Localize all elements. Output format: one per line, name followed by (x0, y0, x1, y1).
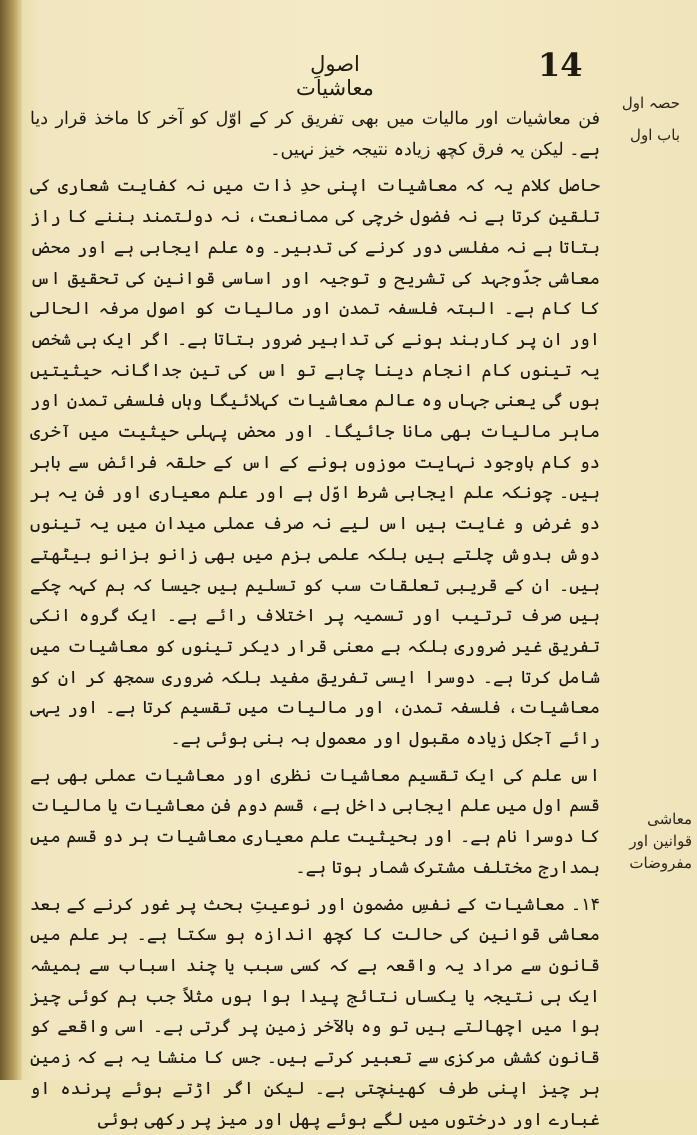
book-gutter (0, 0, 22, 1080)
running-header-title: اصولِ معاشیات (296, 52, 374, 100)
body-text (30, 104, 600, 1135)
paragraph: اس علم کی ایک تقسیم معاشیات نظری اور معاشیات عملی بھی ہے قسم اول میں علم ایجابی داخل ہے، قسم دوم فن معاشیات یا مالیات کا دوسرا نام ہے۔ اور بحیثیت علم معیاری معاشیات ہر دو قسم میں بمدارج مختلف مشترک شمار ہوتا ہے۔ (30, 765, 600, 878)
margin-note-laws: معاشی قوانین اور مفروضات (629, 810, 692, 872)
paragraph: حاصل کلام یہ کہ معاشیات اپنی حدِ ذات میں نہ کفایت شعاری کی تلقین کرتا ہے نہ فضول خرچی کی ممانعت، نہ دولتمند بننے کا راز بتاتا ہے نہ مفلسی دور کرنے کی تدبیر۔ وہ علم ایجابی ہے اور محض معاشی جدّوجہد کی تشریح و توجیہ اور اساسی قوانین کی تحقیق اس کا کام ہے۔ البتہ فلسفہ تمدن اور مالیات کو اصول مرفہ الحالی اور ان پر کاربند ہونے کی تدابیر ضرور بتاتا ہے۔ اگر ایک ہی شخص یہ تینوں کام انجام دینا چاہے تو اس کی تین جداگانہ حیثیتیں ہوں گی یعنی جہاں وہ عالم معاشیات کہلائیگا وہاں فلسفی تمدن اور ماہر مالیات بھی مانا جائیگا۔ اور محض پہلی حیثیت میں آخری دو کام باوجود نہایت موزوں ہونے کے اس کے حلقہ فرائض سے باہر ہیں۔ چونکہ علم ایجابی شرط اوّل ہے اور علم معیاری اور فن یہ ہر دو غرض و غایت ہیں اس لیے نہ صرف عملی میدان میں یہ تینوں دوش بدوش چلتے ہیں بلکہ علمی بزم میں بھی زانو بزانو بیٹھتے ہیں۔ ان کے قریبی تعلقات سب کو تسلیم ہیں جیسا کہ ہم کہہ چکے ہیں صرف ترتیب اور تسمیہ پر اختلاف رائے ہے۔ ایک گروہ انکی تفریق غیر ضروری بلکہ بے معنی قرار دیکر تینوں کو معاشیات میں شامل کرتا ہے۔ دوسرا ایسی تفریق مفید بلکہ ضروری سمجھ کر ان کو معاشیات، فلسفہ تمدن، اور مالیات میں تقسیم کرتا ہے۔ اور یہی رائے آجکل زیادہ مقبول اور معمول بہ بنی ہوئی ہے۔ (30, 176, 600, 750)
paragraph: ۱۴۔ معاشیات کے نفسِ مضمون اور نوعیتِ بحث پر غور کرنے کے بعد معاشی قوانین کی حالت کا کچھ اندازہ ہو سکتا ہے۔ ہر علم میں قانون سے مراد یہ واقعہ ہے کہ کسی سبب یا چند اسباب سے ہمیشہ ایک ہی نتیجہ یا یکساں نتائج پیدا ہوا ہوں مثلاً جب ہم کوئی چیز ہوا میں اچھالتے ہیں تو وہ بالآخر زمین پر گرتی ہے۔ اسی واقعے کو قانون کشش مرکزی سے تعبیر کرتے ہیں۔ جس کا منشا یہ ہے کہ زمین ہر چیز اپنی طرف کھینچتی ہے۔ لیکن اگر اڑتے ہوئے پرندہ او غبارے اور درختوں میں لگے ہوئے پھل اور میز پر رکھی ہوئی (30, 894, 600, 1130)
page-number: 14 (538, 46, 583, 84)
margin-note-part: حصہ اول (621, 94, 680, 112)
paragraph: فن معاشیات اور مالیات میں بھی تفریق کر کے اوّل کو آخر کا ماخذ قرار دیا ہے۔ لیکن یہ فرق کچھ زیادہ نتیجہ خیز نہیں۔ (30, 109, 600, 160)
margin-note-chapter: باب اول (630, 126, 680, 144)
